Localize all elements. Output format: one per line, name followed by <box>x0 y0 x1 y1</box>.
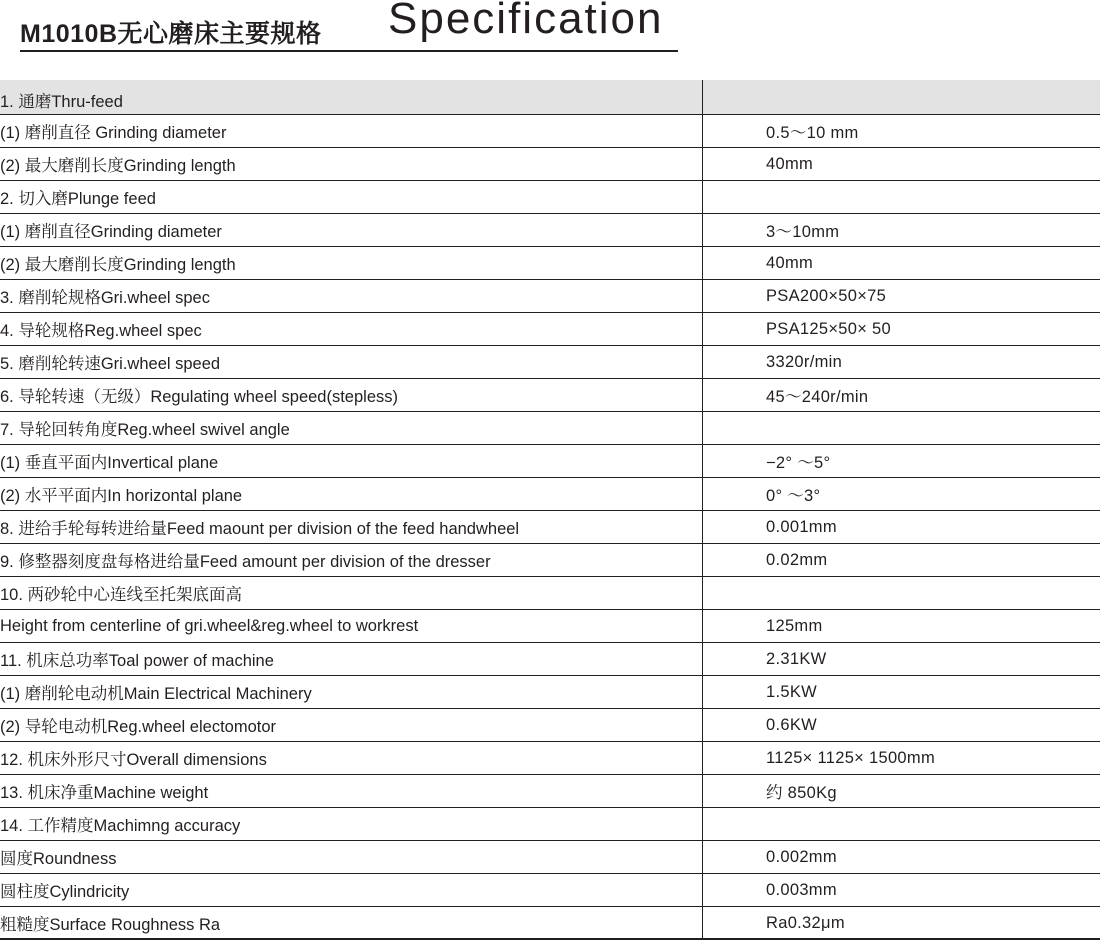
table-row <box>0 676 1100 709</box>
row-value: 0.6KW <box>703 709 1100 742</box>
row-label: 5. 磨削轮转速Gri.wheel speed <box>0 346 703 379</box>
table-row <box>0 346 1100 379</box>
row-label: 1. 通磨Thru-feed <box>0 80 703 115</box>
table-row <box>0 280 1100 313</box>
row-value <box>703 577 1100 610</box>
row-label: 3. 磨削轮规格Gri.wheel spec <box>0 280 703 313</box>
row-value: 1125× 1125× 1500mm <box>703 742 1100 775</box>
table-row <box>0 445 1100 478</box>
table-row <box>0 610 1100 643</box>
row-value: 40mm <box>703 148 1100 181</box>
row-label: 12. 机床外形尺寸Overall dimensions <box>0 742 703 775</box>
table-row <box>0 775 1100 808</box>
row-label: 10. 两砂轮中心连线至托架底面高 <box>0 577 703 610</box>
table-row <box>0 214 1100 247</box>
table-row <box>0 313 1100 346</box>
table-row <box>0 181 1100 214</box>
row-value: 125mm <box>703 610 1100 643</box>
table-row <box>0 841 1100 874</box>
table-row <box>0 874 1100 907</box>
row-value <box>703 808 1100 841</box>
specification-table <box>0 80 1100 940</box>
row-value: 0° ～3° <box>703 478 1100 511</box>
row-label: 圆柱度Cylindricity <box>0 874 703 907</box>
table-row <box>0 148 1100 181</box>
table-row <box>0 643 1100 676</box>
row-label: (2) 导轮电动机Reg.wheel electomotor <box>0 709 703 742</box>
row-value <box>703 80 1100 115</box>
row-value: 1.5KW <box>703 676 1100 709</box>
row-value: Ra0.32μm <box>703 907 1100 940</box>
table-row <box>0 709 1100 742</box>
table-row <box>0 577 1100 610</box>
row-label: (1) 磨削轮电动机Main Electrical Machinery <box>0 676 703 709</box>
table-row <box>0 247 1100 280</box>
row-label: (1) 磨削直径 Grinding diameter <box>0 115 703 148</box>
row-value: 0.02mm <box>703 544 1100 577</box>
row-label: 6. 导轮转速（无级）Regulating wheel speed(stepless) <box>0 379 703 412</box>
row-label: 粗糙度Surface Roughness Ra <box>0 907 703 940</box>
row-value: 3～10mm <box>703 214 1100 247</box>
row-value: 0.5～10 mm <box>703 115 1100 148</box>
page-header <box>20 0 678 54</box>
row-value: 40mm <box>703 247 1100 280</box>
row-label: 4. 导轮规格Reg.wheel spec <box>0 313 703 346</box>
row-label: (2) 最大磨削长度Grinding length <box>0 148 703 181</box>
row-label: 圆度Roundness <box>0 841 703 874</box>
title-chinese: M1010B无心磨床主要规格 <box>20 20 322 48</box>
row-label: 11. 机床总功率Toal power of machine <box>0 643 703 676</box>
row-value: 0.001mm <box>703 511 1100 544</box>
row-label: 13. 机床净重Machine weight <box>0 775 703 808</box>
row-value <box>703 181 1100 214</box>
row-label: 8. 进给手轮每转进给量Feed maount per division of the feed handwheel <box>0 511 703 544</box>
table-row <box>0 115 1100 148</box>
table-row <box>0 412 1100 445</box>
table-row <box>0 511 1100 544</box>
row-label: 2. 切入磨Plunge feed <box>0 181 703 214</box>
row-value: 45～240r/min <box>703 379 1100 412</box>
row-value: PSA200×50×75 <box>703 280 1100 313</box>
table-row <box>0 808 1100 841</box>
row-label: Height from centerline of gri.wheel&reg.wheel to workrest <box>0 610 703 643</box>
row-label: 14. 工作精度Machimng accuracy <box>0 808 703 841</box>
row-label: (1) 垂直平面内Invertical plane <box>0 445 703 478</box>
row-value: 0.002mm <box>703 841 1100 874</box>
row-label: (2) 水平平面内In horizontal plane <box>0 478 703 511</box>
title-english: Specification <box>388 0 664 43</box>
row-value: −2° ～5° <box>703 445 1100 478</box>
row-label: 9. 修整器刻度盘每格进给量Feed amount per division of the dresser <box>0 544 703 577</box>
row-value: 约 850Kg <box>703 775 1100 808</box>
table-row <box>0 478 1100 511</box>
row-label: (2) 最大磨削长度Grinding length <box>0 247 703 280</box>
row-label: 7. 导轮回转角度Reg.wheel swivel angle <box>0 412 703 445</box>
table-row <box>0 379 1100 412</box>
table-row <box>0 907 1100 940</box>
row-value: PSA125×50× 50 <box>703 313 1100 346</box>
title-underline <box>20 50 678 52</box>
row-value: 0.003mm <box>703 874 1100 907</box>
row-value: 2.31KW <box>703 643 1100 676</box>
table-row <box>0 80 1100 115</box>
table-row <box>0 742 1100 775</box>
table-row <box>0 544 1100 577</box>
row-value <box>703 412 1100 445</box>
row-label: (1) 磨削直径Grinding diameter <box>0 214 703 247</box>
row-value: 3320r/min <box>703 346 1100 379</box>
